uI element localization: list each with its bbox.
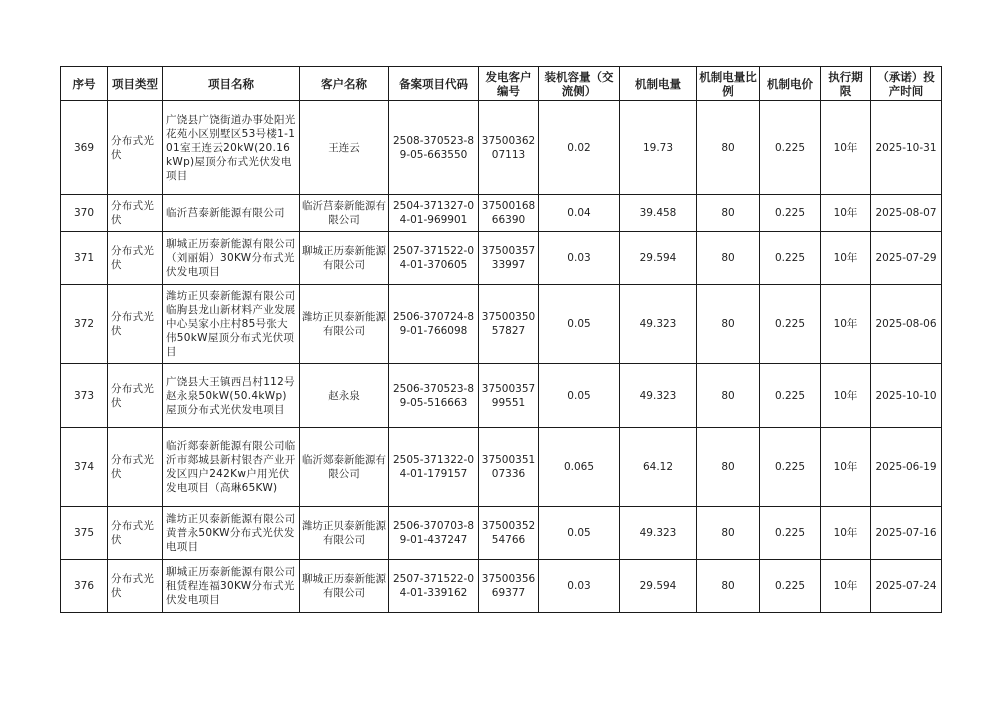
row-term: 10年 xyxy=(821,285,871,364)
table-row xyxy=(61,428,942,507)
row-capacity: 0.03 xyxy=(539,560,620,613)
header-no: 序号 xyxy=(61,67,108,101)
table-row xyxy=(61,195,942,232)
row-name: 聊城正历泰新能源有限公司（刘丽娟）30KW分布式光伏发电项目 xyxy=(163,232,300,285)
row-date: 2025-06-19 xyxy=(871,428,942,507)
row-customer: 聊城正历泰新能源有限公司 xyxy=(300,232,389,285)
header-cust-no: 发电客户编号 xyxy=(479,67,539,101)
row-customer: 聊城正历泰新能源有限公司 xyxy=(300,560,389,613)
row-type: 分布式光伏 xyxy=(108,232,163,285)
header-name: 项目名称 xyxy=(163,67,300,101)
row-no: 374 xyxy=(61,428,108,507)
table-row xyxy=(61,101,942,195)
row-energy: 29.594 xyxy=(620,560,697,613)
row-date: 2025-10-10 xyxy=(871,364,942,428)
row-no: 371 xyxy=(61,232,108,285)
header-code: 备案项目代码 xyxy=(389,67,479,101)
row-ratio: 80 xyxy=(697,560,760,613)
header-date: （承诺）投产时间 xyxy=(871,67,942,101)
row-price: 0.225 xyxy=(760,428,821,507)
row-ratio: 80 xyxy=(697,364,760,428)
row-type: 分布式光伏 xyxy=(108,101,163,195)
row-cust-no: 3750016866390 xyxy=(479,195,539,232)
row-name: 潍坊正贝泰新能源有限公司黄普永50KW分布式光伏发电项目 xyxy=(163,507,300,560)
row-name: 潍坊正贝泰新能源有限公司临朐县龙山新材料产业发展中心吴家小庄村85号张大伟50kW屋顶分布式光伏项目 xyxy=(163,285,300,364)
row-capacity: 0.04 xyxy=(539,195,620,232)
header-type: 项目类型 xyxy=(108,67,163,101)
row-date: 2025-07-24 xyxy=(871,560,942,613)
row-code: 2507-371522-04-01-339162 xyxy=(389,560,479,613)
row-price: 0.225 xyxy=(760,364,821,428)
table-row xyxy=(61,507,942,560)
row-date: 2025-08-07 xyxy=(871,195,942,232)
row-ratio: 80 xyxy=(697,195,760,232)
row-energy: 49.323 xyxy=(620,364,697,428)
row-price: 0.225 xyxy=(760,101,821,195)
row-no: 369 xyxy=(61,101,108,195)
row-code: 2504-371327-04-01-969901 xyxy=(389,195,479,232)
row-code: 2506-370703-89-01-437247 xyxy=(389,507,479,560)
row-price: 0.225 xyxy=(760,195,821,232)
row-energy: 29.594 xyxy=(620,232,697,285)
row-date: 2025-07-16 xyxy=(871,507,942,560)
row-cust-no: 3750035057827 xyxy=(479,285,539,364)
row-code: 2506-370523-89-05-516663 xyxy=(389,364,479,428)
table-row xyxy=(61,285,942,364)
row-type: 分布式光伏 xyxy=(108,507,163,560)
row-term: 10年 xyxy=(821,232,871,285)
row-ratio: 80 xyxy=(697,101,760,195)
row-no: 373 xyxy=(61,364,108,428)
row-name: 聊城正历泰新能源有限公司租赁程连福30KW分布式光伏发电项目 xyxy=(163,560,300,613)
row-cust-no: 3750035733997 xyxy=(479,232,539,285)
header-ratio: 机制电量比例 xyxy=(697,67,760,101)
header-term: 执行期限 xyxy=(821,67,871,101)
row-energy: 19.73 xyxy=(620,101,697,195)
row-customer: 王连云 xyxy=(300,101,389,195)
row-term: 10年 xyxy=(821,428,871,507)
row-price: 0.225 xyxy=(760,285,821,364)
header-capacity: 装机容量（交流侧） xyxy=(539,67,620,101)
row-price: 0.225 xyxy=(760,507,821,560)
table-header-row xyxy=(61,67,942,101)
row-price: 0.225 xyxy=(760,232,821,285)
row-cust-no: 3750035669377 xyxy=(479,560,539,613)
row-energy: 64.12 xyxy=(620,428,697,507)
row-code: 2507-371522-04-01-370605 xyxy=(389,232,479,285)
table-row xyxy=(61,560,942,613)
table-row xyxy=(61,364,942,428)
row-type: 分布式光伏 xyxy=(108,428,163,507)
row-cust-no: 3750035799551 xyxy=(479,364,539,428)
row-term: 10年 xyxy=(821,364,871,428)
row-no: 372 xyxy=(61,285,108,364)
row-cust-no: 3750035107336 xyxy=(479,428,539,507)
row-capacity: 0.05 xyxy=(539,364,620,428)
row-no: 370 xyxy=(61,195,108,232)
row-type: 分布式光伏 xyxy=(108,364,163,428)
row-capacity: 0.02 xyxy=(539,101,620,195)
row-name: 广饶县大王镇西吕村112号赵永泉50kW(50.4kWp)屋顶分布式光伏发电项目 xyxy=(163,364,300,428)
row-cust-no: 3750036207113 xyxy=(479,101,539,195)
row-capacity: 0.05 xyxy=(539,285,620,364)
row-code: 2508-370523-89-05-663550 xyxy=(389,101,479,195)
row-type: 分布式光伏 xyxy=(108,195,163,232)
row-ratio: 80 xyxy=(697,428,760,507)
row-term: 10年 xyxy=(821,560,871,613)
row-date: 2025-08-06 xyxy=(871,285,942,364)
row-ratio: 80 xyxy=(697,232,760,285)
row-term: 10年 xyxy=(821,195,871,232)
row-capacity: 0.065 xyxy=(539,428,620,507)
row-ratio: 80 xyxy=(697,285,760,364)
row-energy: 49.323 xyxy=(620,507,697,560)
row-customer: 临沂郯泰新能源有限公司 xyxy=(300,428,389,507)
row-no: 375 xyxy=(61,507,108,560)
header-customer: 客户名称 xyxy=(300,67,389,101)
row-capacity: 0.05 xyxy=(539,507,620,560)
row-date: 2025-07-29 xyxy=(871,232,942,285)
row-term: 10年 xyxy=(821,507,871,560)
row-date: 2025-10-31 xyxy=(871,101,942,195)
row-customer: 潍坊正贝泰新能源有限公司 xyxy=(300,507,389,560)
row-no: 376 xyxy=(61,560,108,613)
row-capacity: 0.03 xyxy=(539,232,620,285)
row-name: 临沂郯泰新能源有限公司临沂市郯城县新村银杏产业开发区四户242Kw户用光伏发电项目（高琳65KW) xyxy=(163,428,300,507)
row-customer: 潍坊正贝泰新能源有限公司 xyxy=(300,285,389,364)
row-term: 10年 xyxy=(821,101,871,195)
header-price: 机制电价 xyxy=(760,67,821,101)
header-energy: 机制电量 xyxy=(620,67,697,101)
row-ratio: 80 xyxy=(697,507,760,560)
row-code: 2506-370724-89-01-766098 xyxy=(389,285,479,364)
row-price: 0.225 xyxy=(760,560,821,613)
row-name: 临沂莒泰新能源有限公司 xyxy=(163,195,300,232)
row-energy: 49.323 xyxy=(620,285,697,364)
row-type: 分布式光伏 xyxy=(108,560,163,613)
row-customer: 赵永泉 xyxy=(300,364,389,428)
row-cust-no: 3750035254766 xyxy=(479,507,539,560)
table-row xyxy=(61,232,942,285)
row-customer: 临沂莒泰新能源有限公司 xyxy=(300,195,389,232)
row-name: 广饶县广饶街道办事处阳光花苑小区别墅区53号楼1-101室王连云20kW(20.16kWp)屋顶分布式光伏发电项目 xyxy=(163,101,300,195)
row-type: 分布式光伏 xyxy=(108,285,163,364)
row-code: 2505-371322-04-01-179157 xyxy=(389,428,479,507)
row-energy: 39.458 xyxy=(620,195,697,232)
project-table xyxy=(60,66,942,613)
